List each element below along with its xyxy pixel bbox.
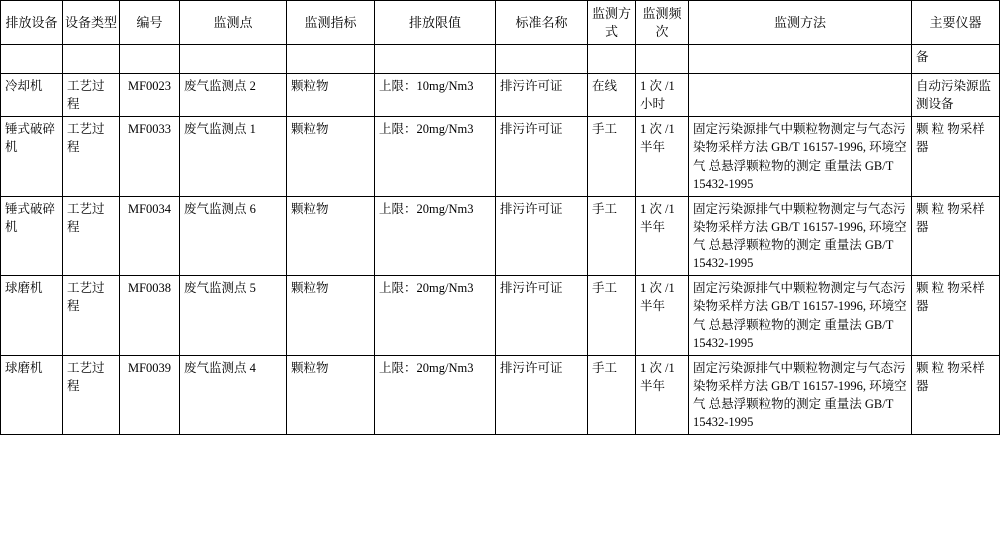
column-header-standard: 标准名称: [496, 1, 588, 45]
cell-method: 固定污染源排气中颗粒物测定与气态污染物采样方法 GB/T 16157-1996, 环境空气 总悬浮颗粒物的测定 重量法 GB/T 15432-1995: [689, 276, 912, 356]
cell-mode: 手工: [588, 117, 636, 197]
table-row: [1, 74, 1000, 117]
cell-limit: 上限：10mg/Nm3: [375, 74, 496, 117]
cell-standard: 排污许可证: [496, 276, 588, 356]
cell-instrument: 颗 粒 物采样器: [912, 355, 1000, 435]
column-header-code: 编号: [120, 1, 180, 45]
cell-limit: [375, 45, 496, 74]
cell-point: 废气监测点 1: [180, 117, 287, 197]
cell-standard: [496, 45, 588, 74]
cell-standard: 排污许可证: [496, 117, 588, 197]
cell-mode: 手工: [588, 276, 636, 356]
cell-indicator: 颗粒物: [287, 276, 375, 356]
cell-standard: 排污许可证: [496, 74, 588, 117]
cell-method: [689, 45, 912, 74]
cell-type: [63, 45, 120, 74]
cell-code: MF0034: [120, 196, 180, 276]
cell-instrument: 自动污染源监测设备: [912, 74, 1000, 117]
cell-mode: 手工: [588, 355, 636, 435]
cell-indicator: [287, 45, 375, 74]
column-header-instrument: 主要仪器: [912, 1, 1000, 45]
table-row: [1, 196, 1000, 276]
table-row: [1, 117, 1000, 197]
cell-code: [120, 45, 180, 74]
cell-code: MF0039: [120, 355, 180, 435]
cell-indicator: 颗粒物: [287, 196, 375, 276]
column-header-frequency: 监测频次: [636, 1, 689, 45]
cell-type: 工艺过程: [63, 74, 120, 117]
table-row: [1, 45, 1000, 74]
cell-limit: 上限：20mg/Nm3: [375, 196, 496, 276]
cell-device: 锤式破碎机: [1, 196, 63, 276]
cell-device: [1, 45, 63, 74]
column-header-mode: 监测方式: [588, 1, 636, 45]
cell-frequency: [636, 45, 689, 74]
table-row: [1, 355, 1000, 435]
cell-method: 固定污染源排气中颗粒物测定与气态污染物采样方法 GB/T 16157-1996, 环境空气 总悬浮颗粒物的测定 重量法 GB/T 15432-1995: [689, 355, 912, 435]
cell-point: [180, 45, 287, 74]
cell-frequency: 1 次 /1 半年: [636, 117, 689, 197]
cell-frequency: 1 次 /1 半年: [636, 196, 689, 276]
cell-method: 固定污染源排气中颗粒物测定与气态污染物采样方法 GB/T 16157-1996, 环境空气 总悬浮颗粒物的测定 重量法 GB/T 15432-1995: [689, 196, 912, 276]
cell-point: 废气监测点 4: [180, 355, 287, 435]
table-header-row: [1, 1, 1000, 45]
cell-mode: 在线: [588, 74, 636, 117]
cell-indicator: 颗粒物: [287, 74, 375, 117]
cell-instrument: 颗 粒 物采样器: [912, 196, 1000, 276]
cell-frequency: 1 次 /1 半年: [636, 355, 689, 435]
cell-mode: 手工: [588, 196, 636, 276]
cell-frequency: 1 次 /1 小时: [636, 74, 689, 117]
cell-type: 工艺过程: [63, 355, 120, 435]
column-header-point: 监测点: [180, 1, 287, 45]
cell-limit: 上限：20mg/Nm3: [375, 355, 496, 435]
cell-type: 工艺过程: [63, 117, 120, 197]
cell-code: MF0023: [120, 74, 180, 117]
column-header-limit: 排放限值: [375, 1, 496, 45]
cell-indicator: 颗粒物: [287, 117, 375, 197]
cell-code: MF0038: [120, 276, 180, 356]
cell-point: 废气监测点 2: [180, 74, 287, 117]
cell-type: 工艺过程: [63, 276, 120, 356]
cell-standard: 排污许可证: [496, 196, 588, 276]
cell-limit: 上限：20mg/Nm3: [375, 276, 496, 356]
cell-instrument: 颗 粒 物采样器: [912, 276, 1000, 356]
cell-point: 废气监测点 6: [180, 196, 287, 276]
cell-instrument: 颗 粒 物采样器: [912, 117, 1000, 197]
cell-standard: 排污许可证: [496, 355, 588, 435]
cell-instrument: 备: [912, 45, 1000, 74]
column-header-method: 监测方法: [689, 1, 912, 45]
cell-device: 锤式破碎机: [1, 117, 63, 197]
cell-type: 工艺过程: [63, 196, 120, 276]
column-header-indicator: 监测指标: [287, 1, 375, 45]
cell-device: 球磨机: [1, 355, 63, 435]
table-row: [1, 276, 1000, 356]
cell-device: 球磨机: [1, 276, 63, 356]
cell-point: 废气监测点 5: [180, 276, 287, 356]
cell-device: 冷却机: [1, 74, 63, 117]
cell-limit: 上限：20mg/Nm3: [375, 117, 496, 197]
cell-frequency: 1 次 /1 半年: [636, 276, 689, 356]
cell-mode: [588, 45, 636, 74]
column-header-type: 设备类型: [63, 1, 120, 45]
column-header-device: 排放设备: [1, 1, 63, 45]
cell-code: MF0033: [120, 117, 180, 197]
cell-indicator: 颗粒物: [287, 355, 375, 435]
cell-method: [689, 74, 912, 117]
cell-method: 固定污染源排气中颗粒物测定与气态污染物采样方法 GB/T 16157-1996, 环境空气 总悬浮颗粒物的测定 重量法 GB/T 15432-1995: [689, 117, 912, 197]
